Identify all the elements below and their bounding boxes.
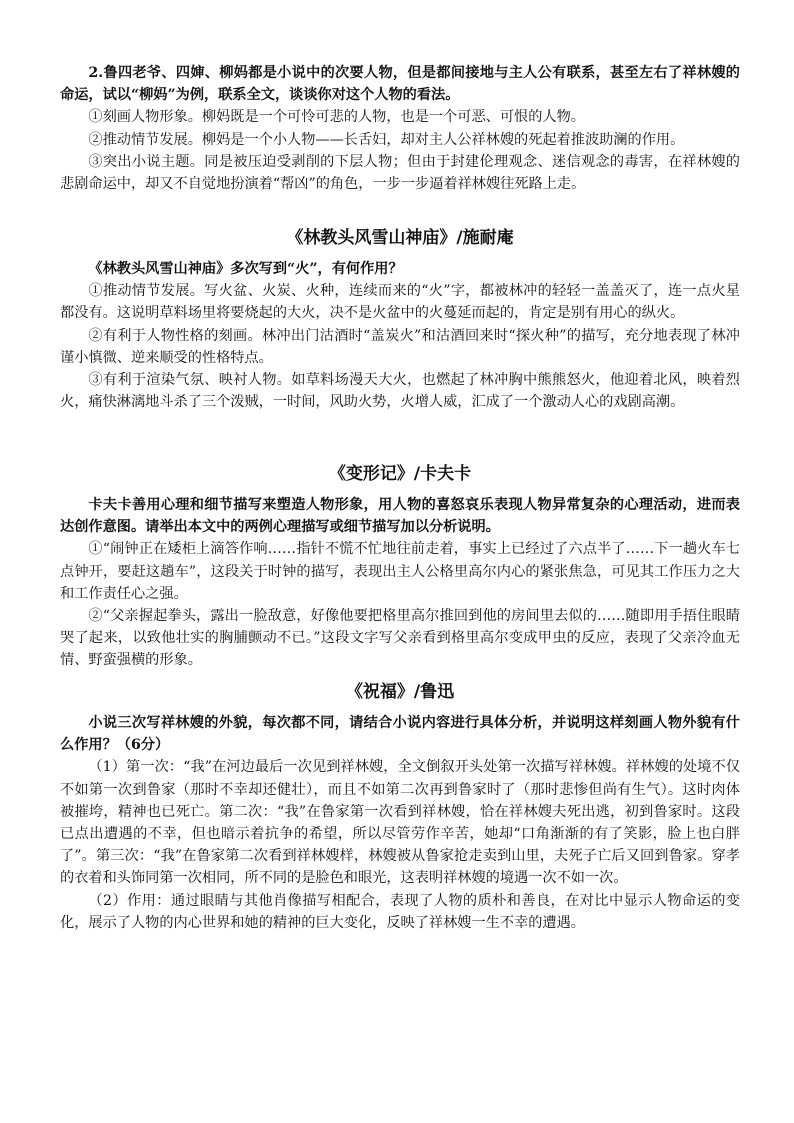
- question-fire: 《林教头风雪山神庙》多次写到“火”，有何作用？: [88, 261, 403, 277]
- answer-liuma-2: ②推动情节发展。柳妈是一个小人物——长舌妇，却对主人公祥林嫂的死起着推波助澜的作用。: [88, 131, 685, 148]
- answer-appearance-2: （2）作用：通过眼睛与其他肖像描写相配合，表现了人物的质朴和善良，在对比中显示人物命运的变化，展示了人物的内心世界和她的精神的巨大变化，反映了祥林嫂一生不幸的遭遇。: [60, 892, 740, 931]
- section-liuma: [60, 62, 740, 195]
- section-lin-jiaotou: [60, 258, 740, 413]
- question-kafka: 卡夫卡善用心理和细节描写来塑造人物形象，用人物的喜怒哀乐表现人物异常复杂的心理活动，进而表达创作意图。请举出本文中的两例心理描写或细节描写加以分析说明。: [60, 497, 740, 536]
- section-blessing: [60, 712, 740, 934]
- answer-fire-2: ②有利于人物性格的刻画。林冲出门沽酒时“盖炭火”和沽酒回来时“探火种”的描写，充分地表现了林冲谨小慎微、逆来顺受的性格特点。: [60, 327, 740, 366]
- answer-liuma-1: ①刻画人物形象。柳妈既是一个可怜可悲的人物，也是一个可恶、可恨的人物。: [88, 109, 585, 126]
- answer-appearance-1: （1）第一次：“我”在河边最后一次见到祥林嫂，全文倒叙开头处第一次描写祥林嫂。祥林嫂的处境不仅不如第一次到鲁家（那时不幸却还健壮），而且不如第二次再到鲁家时了（那时悲惨但尚有生气）。这时肉体被摧垮，精神也已死亡。第二次：“我”在鲁家第一次看到祥林嫂，恰在祥林嫂夫死出逃，初到鲁家时。这段已点出遭遇的不幸，但也暗示着抗争的希望，所以尽管劳作辛苦，她却“口角渐渐的有了笑影，脸上也白胖了”。第三次：“我”在鲁家第二次看到祥林嫂样，林嫂被从鲁家抢走卖到山里，夫死子亡后又回到鲁家。穿孝的衣着和头饰同第一次相同，所不同的是脸色和眼光，这表明祥林嫂的境遇一次不如一次。: [60, 759, 740, 887]
- answer-kafka-2: ②“父亲握起拳头，露出一脸敌意，好像他要把格里高尔推回到他的房间里去似的……随即用手捂住眼睛哭了起来，以致他壮实的胸脯颤动不已。”这段文字写父亲看到格里高尔变成甲虫的反应，表现了父亲冷血无情、野蛮强横的形象。: [60, 608, 740, 669]
- question-liuma: 2.鲁四老爷、四婶、柳妈都是小说中的次要人物，但是都间接地与主人公有联系，甚至左右了祥林嫂的命运，试以“柳妈”为例，联系全文，谈谈你对这个人物的看法。: [60, 65, 740, 104]
- answer-kafka-1: ①“闹钟正在矮柜上滴答作响……指针不慌不忙地往前走着，事实上已经过了六点半了……下一趟火车七点钟开，要赶这趟车”，这段关于时钟的描写，表现出主人公格里高尔内心的紧张焦急，可见其工作压力之大和工作责任心之强。: [60, 541, 740, 602]
- answer-fire-1: ①推动情节发展。写火盆、火炭、火种，连续而来的“火”字，都被林冲的轻轻一盖盖灭了，连一点火星都没有。这说明草料场里将要烧起的大火，决不是火盆中的火蔓延而起的，肯定是别有用心的纵火。: [60, 283, 740, 322]
- heading-lin-jiaotou: 《林教头风雪山神庙》/施耐庵: [286, 228, 514, 248]
- heading-blessing: 《祝福》/鲁迅: [345, 682, 455, 702]
- heading-metamorphosis: 《变形记》/卡夫卡: [328, 464, 472, 484]
- answer-liuma-3: ③突出小说主题。同是被压迫受剥削的下层人物；但由于封建伦理观念、迷信观念的毒害，在祥林嫂的悲剧命运中，却又不自觉地扮演着“帮凶”的角色，一步一步逼着祥林嫂往死路上走。: [60, 153, 740, 193]
- section-metamorphosis: [60, 494, 740, 672]
- question-appearance: 小说三次写祥林嫂的外貌，每次都不同，请结合小说内容进行具体分析，并说明这样刻画人物外貌有什么作用？（6分）: [60, 715, 740, 754]
- answer-fire-3: ③有利于渲染气氛、映衬人物。如草料场漫天大火，也燃起了林冲胸中熊熊怒火，他迎着北风，映着烈火，痛快淋漓地斗杀了三个泼贼，一时间，风助火势，火增人威，汇成了一个激动人心的戏剧高潮。: [60, 372, 740, 411]
